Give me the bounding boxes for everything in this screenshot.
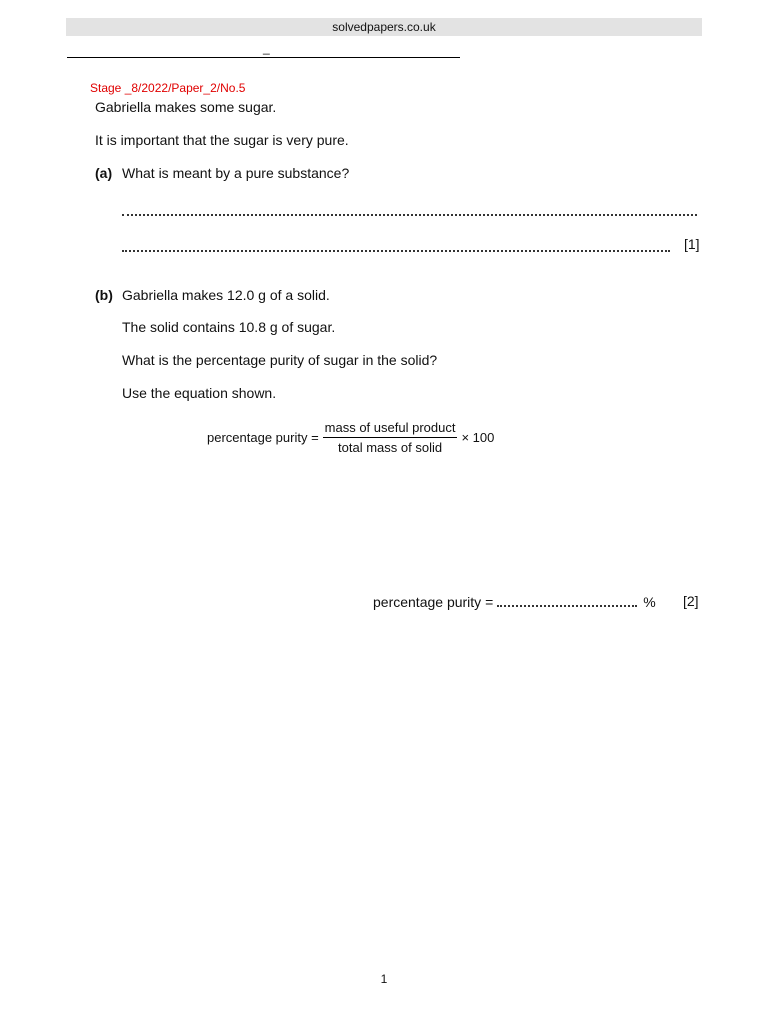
part-b-line-3: What is the percentage purity of sugar in the solid? bbox=[122, 352, 438, 368]
intro-line-2: It is important that the sugar is very pure. bbox=[95, 132, 349, 148]
part-b-line-4: Use the equation shown. bbox=[122, 385, 277, 401]
answer-field[interactable] bbox=[497, 595, 637, 607]
equation-denominator: total mass of solid bbox=[338, 440, 443, 455]
equation-lhs: percentage purity = bbox=[207, 430, 319, 445]
equation-rhs: × 100 bbox=[461, 430, 495, 445]
part-b-answer bbox=[373, 593, 656, 611]
answer-unit: % bbox=[643, 594, 656, 610]
part-b-mark: [2] bbox=[683, 593, 699, 609]
answer-line-a-1[interactable] bbox=[122, 214, 697, 216]
header-underscore: _ bbox=[263, 41, 270, 55]
part-b-line-1 bbox=[95, 286, 330, 304]
part-b-label: (b) bbox=[95, 287, 113, 303]
part-a-label: (a) bbox=[95, 165, 113, 181]
part-b-line-2: The solid contains 10.8 g of sugar. bbox=[122, 319, 336, 335]
answer-label: percentage purity = bbox=[373, 594, 494, 610]
question-reference: Stage _8/2022/Paper_2/No.5 bbox=[90, 81, 246, 95]
part-a-text: What is meant by a pure substance? bbox=[122, 165, 350, 181]
intro-line-1: Gabriella makes some sugar. bbox=[95, 99, 277, 115]
part-b-text-1: Gabriella makes 12.0 g of a solid. bbox=[122, 287, 330, 303]
site-header: solvedpapers.co.uk bbox=[66, 18, 702, 36]
part-a-question bbox=[95, 164, 349, 182]
header-rule bbox=[67, 57, 460, 58]
answer-line-a-2[interactable] bbox=[122, 250, 670, 252]
equation-numerator: mass of useful product bbox=[323, 420, 458, 438]
part-a-mark: [1] bbox=[684, 236, 700, 252]
purity-equation bbox=[207, 420, 494, 455]
equation-fraction bbox=[323, 420, 458, 455]
page-number: 1 bbox=[380, 972, 388, 986]
